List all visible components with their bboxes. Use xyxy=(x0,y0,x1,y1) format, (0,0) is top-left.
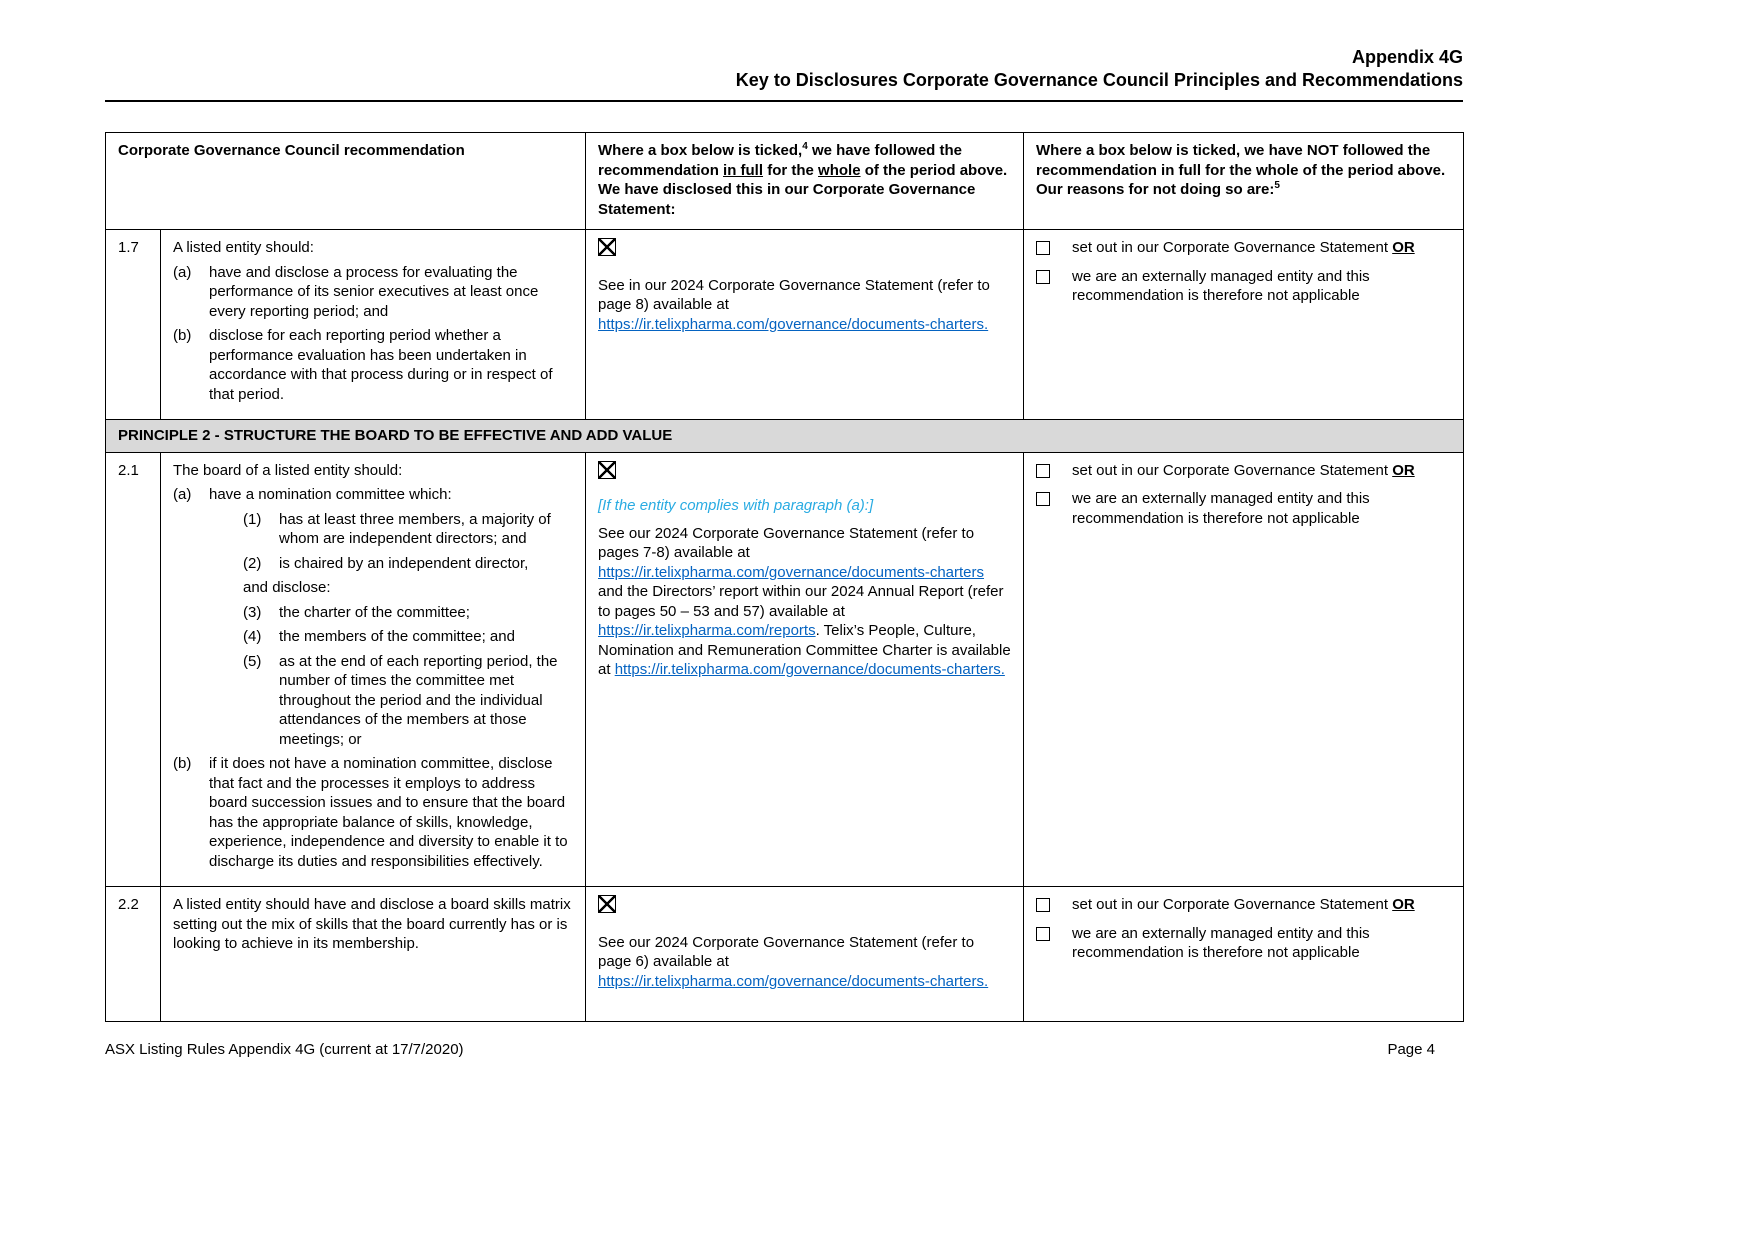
not-followed-cell-2-2 xyxy=(1024,887,1464,1022)
rec-intro: A listed entity should: xyxy=(173,239,314,256)
item-label: (b) xyxy=(173,327,192,344)
option-externally-managed xyxy=(1036,924,1451,963)
rec-text-2-1 xyxy=(161,452,586,887)
item-label: (3) xyxy=(243,603,262,621)
followed-cell-1-7 xyxy=(586,230,1024,420)
option-externally-managed xyxy=(1036,489,1451,528)
principle-2-row xyxy=(106,420,1464,453)
link-governance-documents-charters[interactable]: https://ir.telixpharma.com/governance/documents-charters xyxy=(598,563,985,581)
rec-number-2-2: 2.2 xyxy=(106,887,161,1022)
checkbox-not-followed-1-7-opt2[interactable] xyxy=(1036,270,1050,284)
followed-text-2-2 xyxy=(598,933,1011,992)
col-header-recommendation: Corporate Governance Council recommendation xyxy=(106,133,586,230)
list-item-a xyxy=(173,485,573,505)
row-2-2 xyxy=(106,887,1464,1022)
list-subitem-1 xyxy=(243,510,573,549)
document-header xyxy=(105,46,1463,102)
checkbox-followed-2-1[interactable] xyxy=(598,461,616,479)
list-item-a xyxy=(173,263,573,322)
text-segment-or: OR xyxy=(1392,461,1415,479)
item-label: (a) xyxy=(173,263,192,281)
page-content xyxy=(105,0,1463,1022)
not-followed-cell-2-1 xyxy=(1024,452,1464,887)
item-text: is chaired by an independent director, xyxy=(279,554,529,572)
option-externally-managed xyxy=(1036,267,1451,306)
appendix-title: Appendix 4G xyxy=(1351,47,1463,67)
item-text: have and disclose a process for evaluating the performance of its senior executives at least once every reporting period; and xyxy=(209,263,539,320)
conditional-note-2-1: [If the entity complies with paragraph (a):] xyxy=(598,497,874,514)
row-1-7 xyxy=(106,230,1464,420)
document-title: Key to Disclosures Corporate Governance Council Principles and Recommendations xyxy=(735,69,1463,90)
item-text: disclose for each reporting period whether a performance evaluation has been undertaken in accordance with that process during or in respect of that period. xyxy=(209,327,553,403)
item-text: if it does not have a nomination committee, disclose that fact and the processes it employs to address board succession issues and to ensure that the board has the appropriate balance of skills, knowledge, experience, independence and diversity to enable it to discharge its duties and responsibilities effectively. xyxy=(209,755,568,870)
option-text: we are an externally managed entity and this recommendation is therefore not applicable xyxy=(1072,267,1370,304)
item-text: the members of the committee; and xyxy=(279,628,515,645)
text-segment: set out in our Corporate Governance Statement xyxy=(1072,461,1393,479)
text-segment: See in our 2024 Corporate Governance Statement (refer to page 8) available at xyxy=(598,276,990,313)
text-segment-or: OR xyxy=(1392,239,1415,256)
text-segment-or: OR xyxy=(1392,896,1415,913)
followed-cell-2-1 xyxy=(586,452,1024,887)
item-label: (2) xyxy=(243,554,262,572)
link-governance-documents-charters[interactable]: https://ir.telixpharma.com/governance/documents-charters. xyxy=(614,661,1005,678)
option-set-out xyxy=(1036,238,1451,258)
footnote-ref-5: 5 xyxy=(1274,180,1280,191)
option-set-out xyxy=(1036,895,1451,915)
text-segment: . Telix’s People, Culture, Nomination and Remuneration Committee Charter is available at xyxy=(598,622,1011,678)
principle-2-header: PRINCIPLE 2 - STRUCTURE THE BOARD TO BE EFFECTIVE AND ADD VALUE xyxy=(106,420,1464,453)
list-item-b xyxy=(173,754,573,871)
item-text: have a nomination committee which: xyxy=(209,486,452,503)
checkbox-followed-1-7[interactable] xyxy=(598,238,616,256)
list-item-b xyxy=(173,326,573,404)
link-governance-documents-charters[interactable]: https://ir.telixpharma.com/governance/documents-charters. xyxy=(598,315,989,333)
option-set-out xyxy=(1036,461,1451,481)
text-segment: and the Directors’ report within our 2024 Annual Report (refer to pages 50 – 53 and 57) available at xyxy=(598,583,1004,620)
footer-document-ref: ASX Listing Rules Appendix 4G (current at 17/7/2020) xyxy=(105,1041,464,1058)
item-label: (1) xyxy=(243,510,262,528)
and-disclose-text: and disclose: xyxy=(243,579,331,596)
not-followed-cell-1-7 xyxy=(1024,230,1464,420)
checkbox-not-followed-2-2-opt2[interactable] xyxy=(1036,927,1050,941)
rec-intro: The board of a listed entity should: xyxy=(173,461,403,479)
table-header-row xyxy=(106,133,1464,230)
list-subitem-2 xyxy=(243,554,573,574)
followed-text-1-7 xyxy=(598,276,1011,335)
text-segment: set out in our Corporate Governance Statement xyxy=(1072,239,1393,256)
list-subitem-5 xyxy=(243,652,573,750)
text-segment: See our 2024 Corporate Governance Statement (refer to page 6) available at xyxy=(598,933,975,970)
text-segment: set out in our Corporate Governance Statement xyxy=(1072,896,1393,913)
option-text xyxy=(1072,461,1415,481)
text-segment: for the xyxy=(763,161,819,179)
col-header-not-followed xyxy=(1024,133,1464,230)
option-text: we are an externally managed entity and this recommendation is therefore not applicable xyxy=(1072,924,1370,961)
footnote-ref-4: 4 xyxy=(802,141,808,152)
text-segment: whole xyxy=(818,161,861,179)
item-label: (a) xyxy=(173,486,192,503)
checkbox-not-followed-2-1-opt1[interactable] xyxy=(1036,464,1050,478)
item-text: has at least three members, a majority of whom are independent directors; and xyxy=(279,510,551,547)
item-label: (4) xyxy=(243,628,262,645)
item-text: as at the end of each reporting period, the number of times the committee met throughout the period and the individual attendances of the members at those meetings; or xyxy=(279,652,558,748)
followed-cell-2-2 xyxy=(586,887,1024,1022)
link-reports[interactable]: https://ir.telixpharma.com/reports xyxy=(598,622,816,639)
disclosure-table xyxy=(105,132,1464,1022)
text-segment: we have followed the recommendation xyxy=(598,142,962,179)
option-text xyxy=(1072,238,1415,258)
list-subitem-4 xyxy=(243,627,573,647)
rec-text-1-7 xyxy=(161,230,586,420)
text-segment: in full xyxy=(723,161,764,179)
rec-number-2-1: 2.1 xyxy=(106,452,161,887)
footer-page-number: Page 4 xyxy=(1387,1041,1435,1058)
checkbox-not-followed-1-7-opt1[interactable] xyxy=(1036,241,1050,255)
checkbox-not-followed-2-2-opt1[interactable] xyxy=(1036,898,1050,912)
link-governance-documents-charters[interactable]: https://ir.telixpharma.com/governance/documents-charters. xyxy=(598,972,989,990)
item-label: (5) xyxy=(243,652,262,670)
option-text: we are an externally managed entity and this recommendation is therefore not applicable xyxy=(1072,490,1370,527)
row-2-1 xyxy=(106,452,1464,887)
followed-text-2-1 xyxy=(598,524,1011,680)
checkbox-not-followed-2-1-opt2[interactable] xyxy=(1036,492,1050,506)
text-segment: See our 2024 Corporate Governance Statement (refer to pages 7-8) available at xyxy=(598,524,975,561)
page-footer xyxy=(105,1040,1463,1060)
list-subitem-3 xyxy=(243,603,573,623)
text-segment: of the period above. We have disclosed this in our Corporate Governance Statement: xyxy=(598,161,1008,218)
item-text: the charter of the committee; xyxy=(279,603,470,621)
checkbox-followed-2-2[interactable] xyxy=(598,895,616,913)
text-segment: Where a box below is ticked, xyxy=(598,142,803,159)
item-label: (b) xyxy=(173,755,192,772)
text-segment: Where a box below is ticked, we have NOT followed the recommendation in full for the whole of the period above. Our reasons for not doing so are: xyxy=(1036,142,1446,198)
option-text xyxy=(1072,895,1415,915)
rec-number-1-7: 1.7 xyxy=(106,230,161,420)
rec-text-2-2 xyxy=(161,887,586,1022)
rec-paragraph: A listed entity should have and disclose a board skills matrix setting out the mix of skills that the board currently has or is looking to achieve in its membership. xyxy=(173,896,571,952)
col-header-followed xyxy=(586,133,1024,230)
